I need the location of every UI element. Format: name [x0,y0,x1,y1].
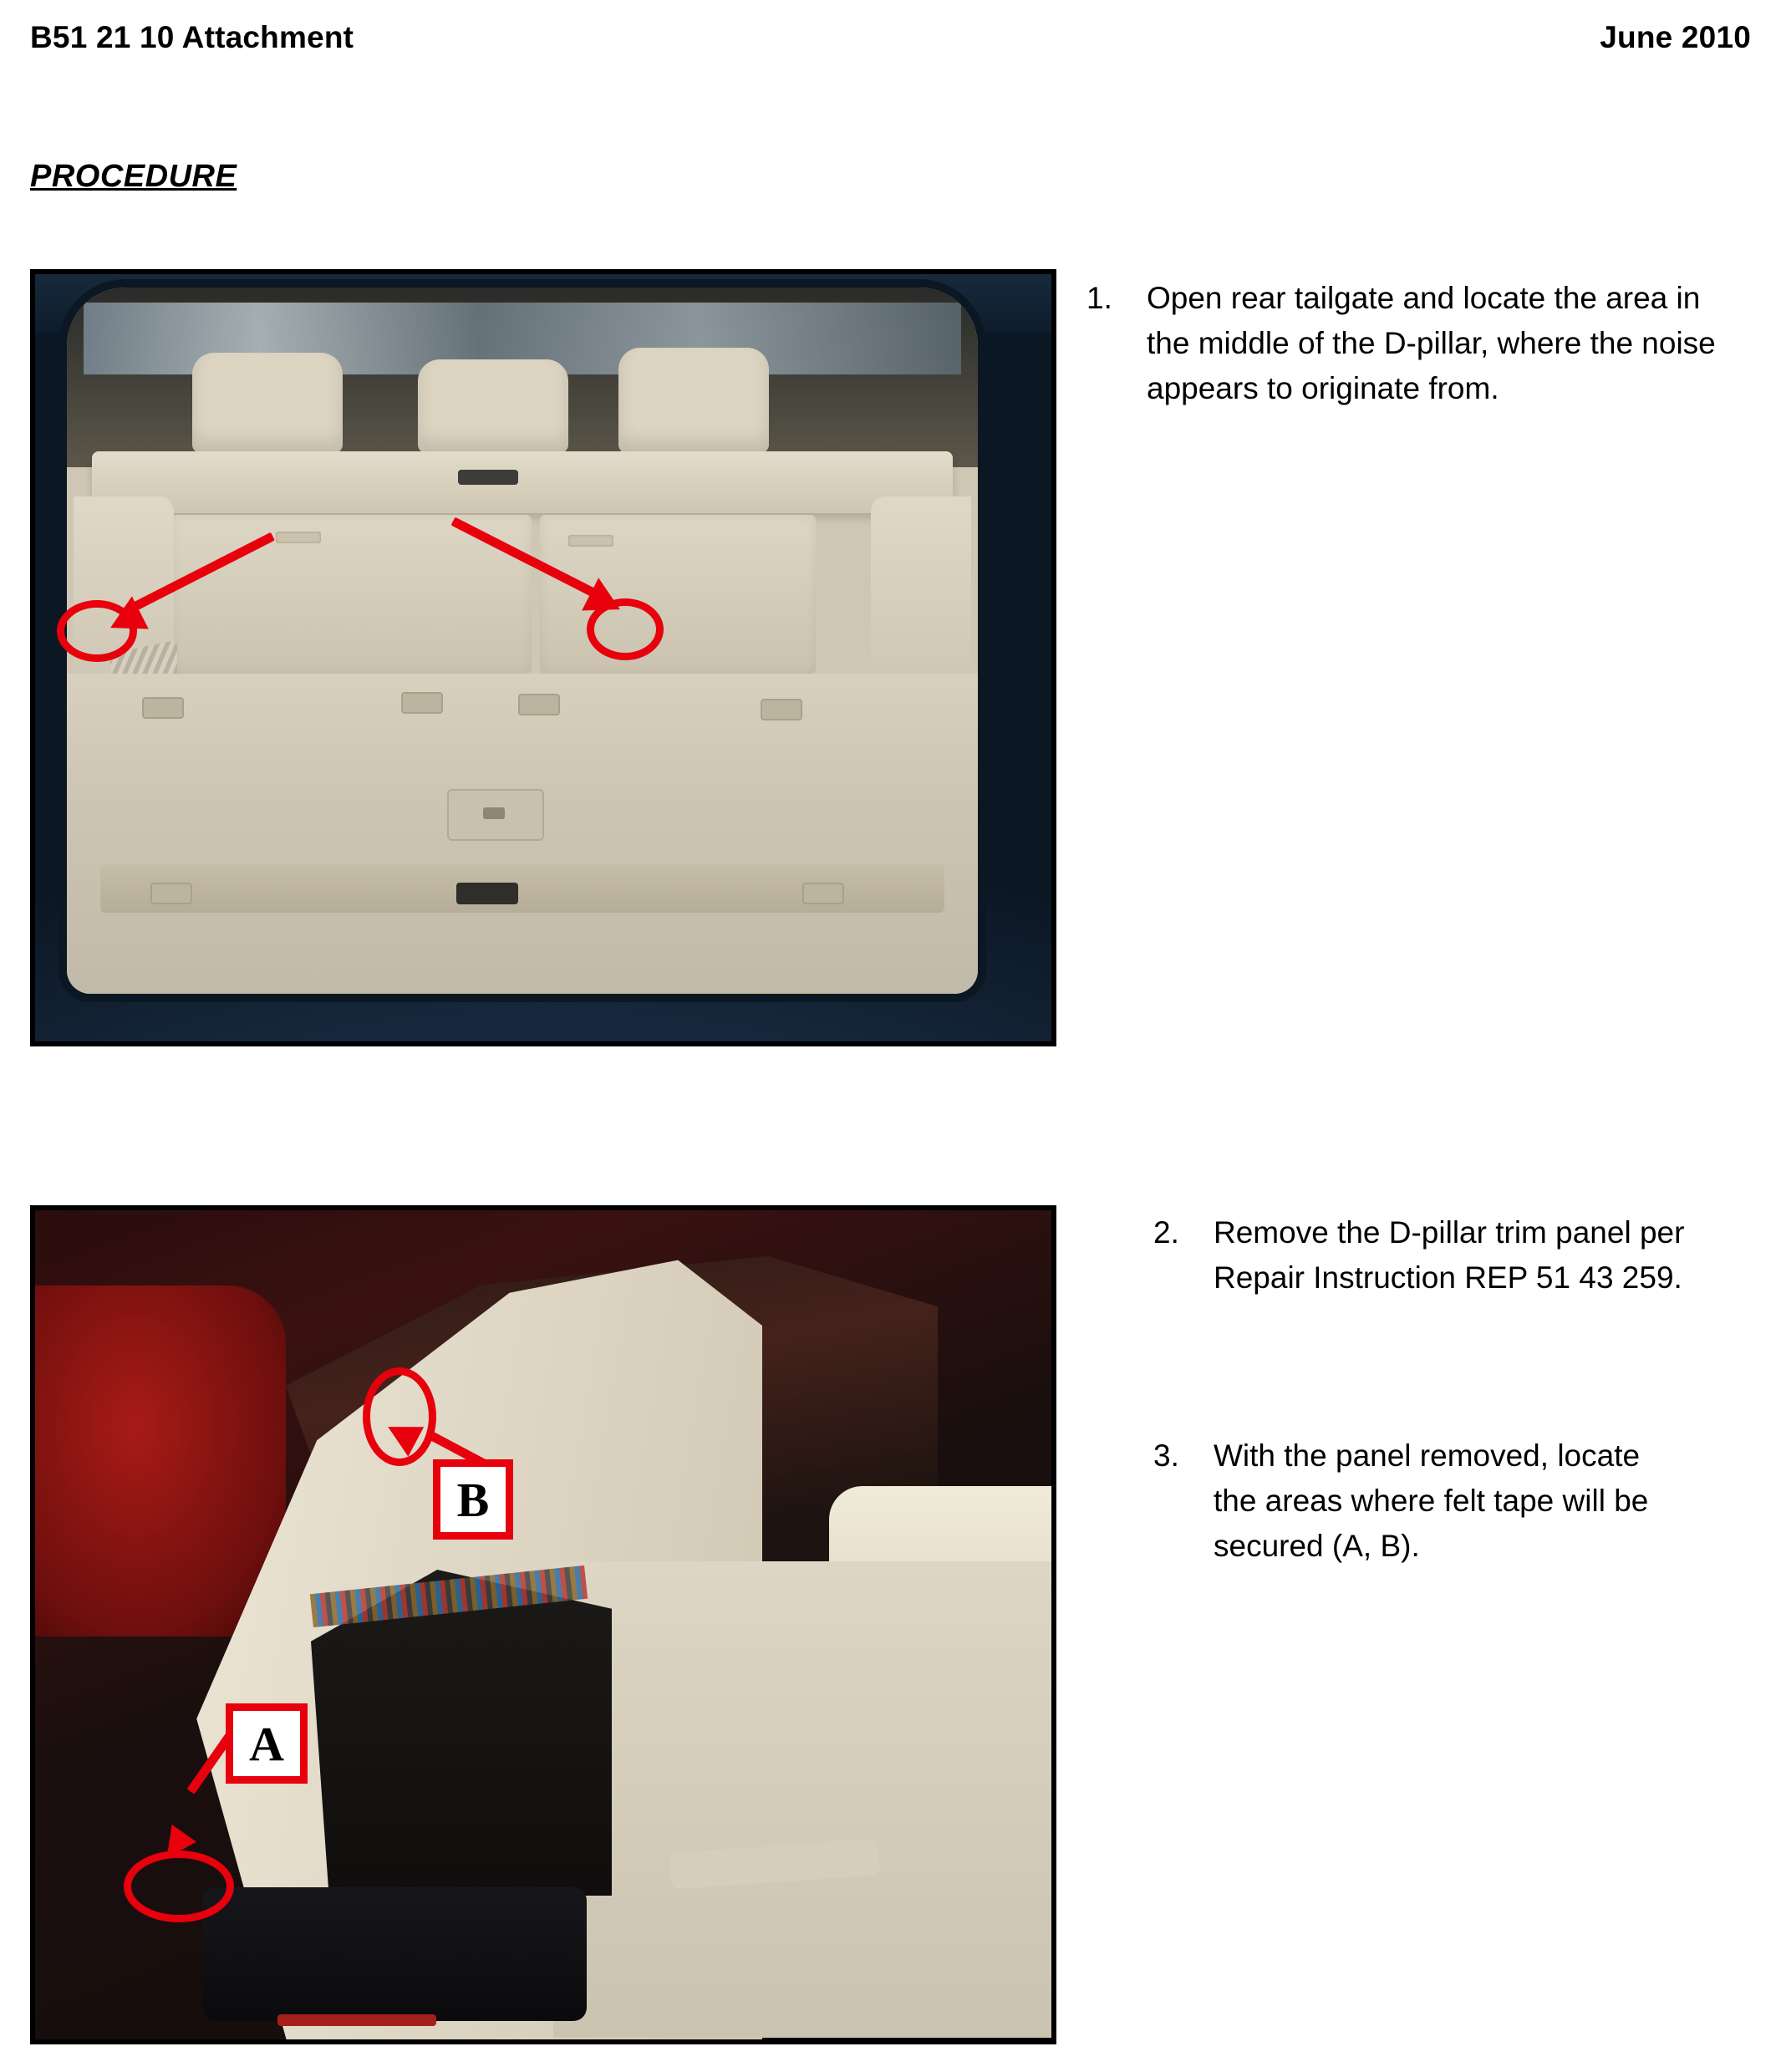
cargo-floor-area [553,1561,1051,2038]
step-3-text: With the panel removed, locate the areas where felt tape will be secured (A, B). [1214,1438,1649,1563]
seat-latch-left [276,532,321,543]
step-2-number: 2. [1153,1215,1179,1250]
step-3 [1153,1433,1755,1569]
floor-tiedown-1 [142,697,184,719]
floor-storage-handle [483,807,505,819]
seat-latch-right [568,535,613,547]
adjacent-red-vehicle [35,1285,286,1637]
headrest-left [192,353,343,453]
label-a-text: A [249,1716,284,1771]
step-2-text: Remove the D-pillar trim panel per Repair Instruction REP 51 43 259. [1214,1215,1685,1295]
sill-clip-right [802,883,844,904]
floor-tiedown-3 [518,694,560,715]
figure-2-image [35,1210,1051,2039]
step-1 [1086,276,1747,411]
cargo-opening [67,288,978,994]
page-title: PROCEDURE [30,159,237,194]
figure-1 [30,269,1056,1046]
tailgate-latch [456,883,518,904]
header-date: June 2010 [1600,20,1751,54]
parcel-shelf [92,451,953,513]
figure-1-image [35,274,1051,1041]
header-document-id: B51 21 10 Attachment [30,20,354,54]
label-b-text: B [456,1472,490,1527]
step-1-number: 1. [1086,281,1112,315]
step-3-number: 3. [1153,1438,1179,1473]
sill-clip-left [150,883,192,904]
label-a [226,1703,308,1784]
figure-2 [30,1205,1056,2044]
step-1-text: Open rear tailgate and locate the area in the middle of the D-pillar, where the noise appears to originate from. [1147,281,1716,405]
floor-tiedown-2 [401,692,443,714]
headrest-center [418,359,568,453]
bin-red-edge [277,2014,436,2026]
page-header [30,20,1751,70]
floor-tiedown-4 [761,699,802,720]
parcel-shelf-handle [458,470,518,485]
lower-storage-bin [202,1887,587,2021]
step-2 [1153,1210,1755,1301]
headrest-right [618,348,769,453]
label-b [433,1459,513,1540]
